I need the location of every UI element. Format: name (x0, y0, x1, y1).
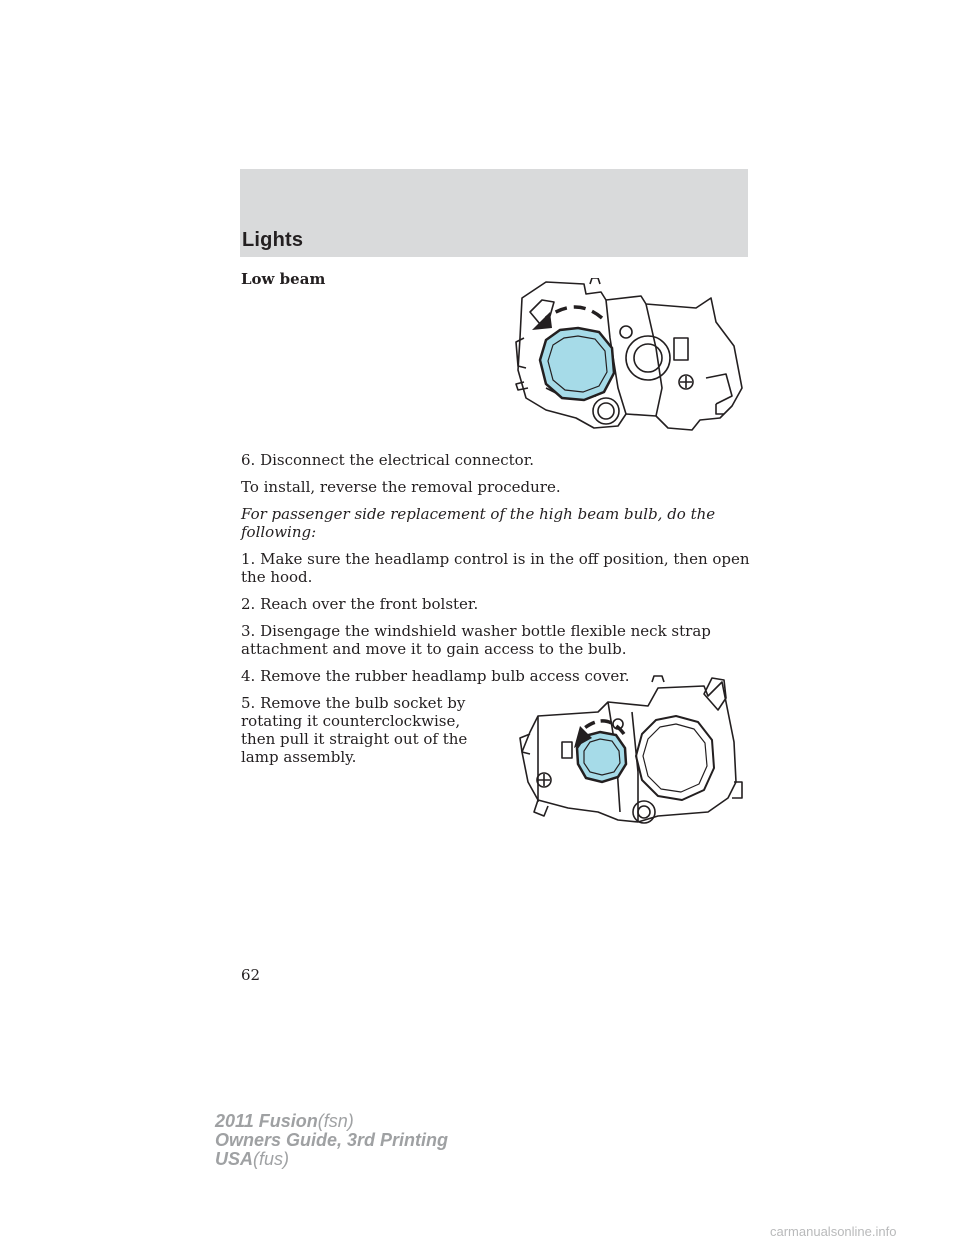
watermark: carmanualsonline.info (770, 1224, 897, 1239)
step-2: 2. Reach over the front bolster. (241, 595, 479, 613)
step-1: 1. Make sure the headlamp control is in the off position, then open the hood. (241, 550, 750, 586)
document-footer (215, 1112, 448, 1169)
page-number: 62 (241, 966, 261, 984)
footer-model: 2011 Fusion (215, 1111, 318, 1131)
step-3: 3. Disengage the windshield washer bottle flexible neck strap attachment and move it to gain access to the bulb. (241, 622, 711, 658)
high-beam-headlamp-illustration (508, 672, 748, 840)
low-beam-heading: Low beam (241, 270, 326, 288)
footer-guide: Owners Guide, 3rd Printing (215, 1130, 449, 1150)
low-beam-headlamp-illustration (506, 278, 750, 448)
install-note: To install, reverse the removal procedure. (241, 478, 561, 496)
passenger-side-intro: For passenger side replacement of the high beam bulb, do the following: (241, 505, 716, 541)
footer-market: USA (215, 1149, 254, 1169)
section-title: Lights (242, 229, 304, 251)
footer-market-code: (fus) (253, 1149, 290, 1169)
step-5: 5. Remove the bulb socket by rotating it counterclockwise, then pull it straight out of the lamp assembly. (241, 694, 468, 766)
footer-model-code: (fsn) (317, 1111, 354, 1131)
step-4: 4. Remove the rubber headlamp bulb access cover. (241, 667, 630, 685)
step-6: 6. Disconnect the electrical connector. (241, 451, 534, 469)
section-header-band (240, 169, 748, 257)
